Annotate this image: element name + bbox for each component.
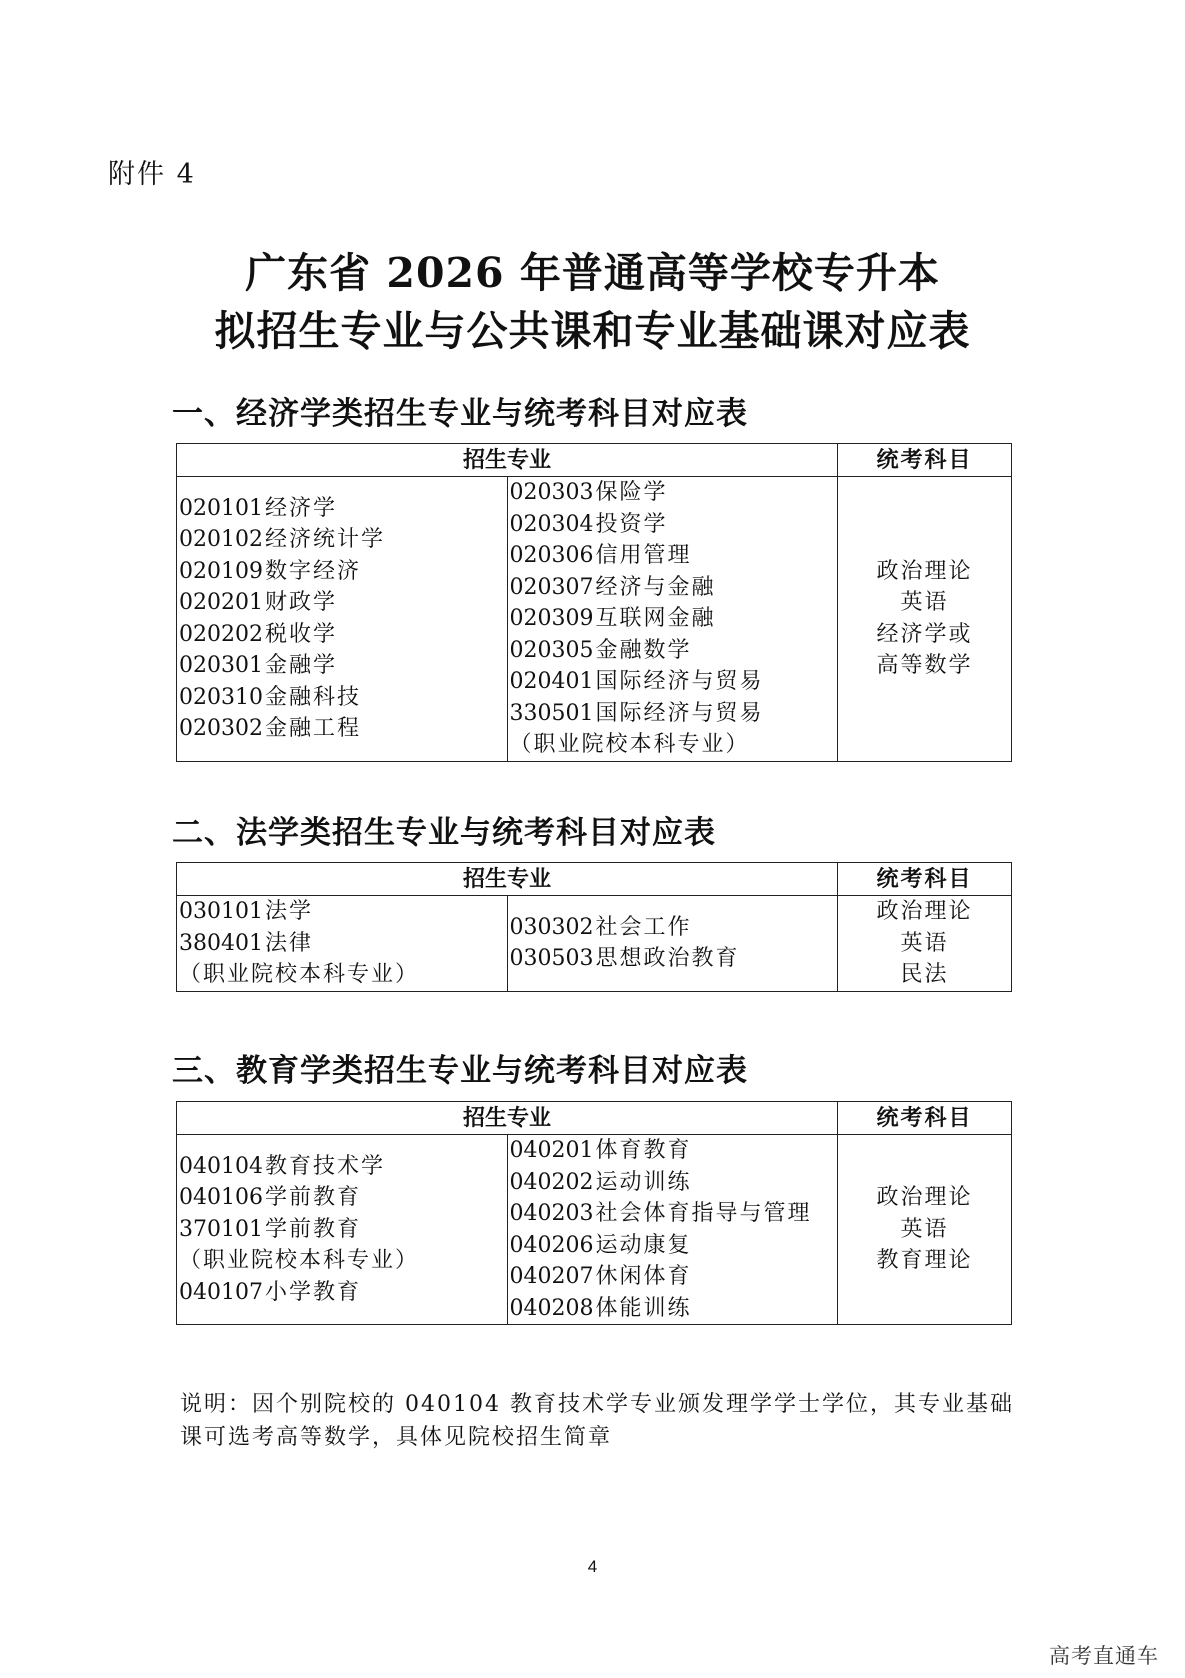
page-title-line-1: 广东省 2026 年普通高等学校专升本 <box>245 249 940 297</box>
major-item <box>177 1214 507 1246</box>
major-name: 财政学 <box>265 590 338 616</box>
major-code: 380401 <box>179 930 263 956</box>
major-code: 040106 <box>179 1185 263 1211</box>
major-code: 040208 <box>509 1295 594 1321</box>
major-name: 国际经济与贸易 <box>595 669 764 694</box>
major-code: 020302 <box>179 716 263 742</box>
major-item <box>508 540 838 572</box>
major-item <box>508 729 838 761</box>
major-item <box>177 556 507 588</box>
table-education <box>176 1101 1012 1325</box>
major-item <box>508 666 838 698</box>
major-item <box>177 896 507 928</box>
major-item <box>177 959 507 991</box>
major-item <box>508 698 838 730</box>
majors-right-cell <box>507 477 838 762</box>
majors-right-cell <box>507 896 838 992</box>
subject-item: 政治理论 <box>876 1185 973 1211</box>
major-code: 040201 <box>509 1138 594 1163</box>
header-majors: 招生专业 <box>177 444 838 477</box>
subject-item: 英语 <box>900 590 949 616</box>
major-name: 法律 <box>265 930 314 956</box>
subject-item: 高等数学 <box>876 653 973 679</box>
major-name: 数字经济 <box>265 558 362 584</box>
major-item <box>177 1245 507 1277</box>
major-name: 金融工程 <box>265 716 362 742</box>
subject-item: 英语 <box>900 930 949 956</box>
major-item <box>177 1182 507 1214</box>
major-item <box>177 650 507 682</box>
major-item <box>177 493 507 525</box>
attachment-label: 附件 4 <box>108 159 196 190</box>
major-code: 020305 <box>509 637 594 663</box>
major-code: 020306 <box>509 543 594 568</box>
subject-item: 民法 <box>900 962 949 987</box>
subject-item: 政治理论 <box>876 899 973 924</box>
major-name: 学前教育 <box>265 1185 362 1211</box>
header-subjects: 统考科目 <box>838 444 1012 477</box>
major-item <box>177 1151 507 1183</box>
major-name: 投资学 <box>595 511 668 537</box>
major-item <box>177 928 507 960</box>
major-code: 020303 <box>509 480 594 505</box>
major-name: 社会工作 <box>595 914 692 940</box>
subjects-cell <box>838 896 1012 992</box>
section-heading-economics: 一、经济学类招生专业与统考科目对应表 <box>172 396 748 432</box>
major-name: 经济统计学 <box>265 527 386 553</box>
major-code: 030503 <box>509 946 594 972</box>
major-code: 040207 <box>509 1264 594 1289</box>
major-code: 020101 <box>179 495 263 521</box>
major-item <box>508 477 838 509</box>
subject-item: 教育理论 <box>876 1248 973 1274</box>
major-code: 020109 <box>179 558 263 584</box>
major-code: 020202 <box>179 621 263 647</box>
major-name: 保险学 <box>595 480 668 505</box>
major-name: 休闲体育 <box>595 1264 692 1289</box>
major-name: （职业院校本科专业） <box>179 1248 420 1274</box>
table-law <box>176 862 1012 992</box>
major-item <box>508 1230 838 1262</box>
major-item <box>508 912 838 944</box>
major-name: 信用管理 <box>595 543 692 568</box>
subjects-cell <box>838 477 1012 762</box>
major-name: 社会体育指导与管理 <box>595 1201 812 1226</box>
major-name: 金融数学 <box>595 637 692 663</box>
subjects-cell <box>838 1135 1012 1325</box>
subject-item: 政治理论 <box>876 558 973 584</box>
major-code: 020201 <box>179 590 263 616</box>
major-code: 330501 <box>509 700 594 726</box>
major-item <box>177 1277 507 1309</box>
page-title <box>0 244 1185 360</box>
major-item <box>177 713 507 745</box>
major-item <box>508 943 838 975</box>
major-code: 030101 <box>179 899 263 924</box>
major-name: 体育教育 <box>595 1138 692 1163</box>
major-item <box>508 509 838 541</box>
major-item <box>177 524 507 556</box>
major-code: 030302 <box>509 914 594 940</box>
header-subjects: 统考科目 <box>838 863 1012 896</box>
page-number: 4 <box>587 1557 598 1576</box>
major-code: 020307 <box>509 574 594 600</box>
major-name: 法学 <box>265 899 314 924</box>
major-item <box>508 572 838 604</box>
major-name: 税收学 <box>265 621 338 647</box>
major-name: 运动康复 <box>595 1232 692 1258</box>
section-heading-law: 二、法学类招生专业与统考科目对应表 <box>172 815 716 851</box>
note-paragraph: 说明：因个别院校的 040104 教育技术学专业颁发理学学士学位，其专业基础课可选考高等数学，具体见院校招生简章 <box>180 1392 1014 1450</box>
subject-item: 经济学或 <box>876 621 973 647</box>
header-majors: 招生专业 <box>177 1102 838 1135</box>
major-name: 学前教育 <box>265 1216 362 1242</box>
major-code: 040104 <box>179 1153 263 1179</box>
major-name: 经济与金融 <box>595 574 716 600</box>
major-item <box>177 682 507 714</box>
major-code: 040203 <box>509 1201 594 1226</box>
header-majors: 招生专业 <box>177 863 838 896</box>
major-code: 020310 <box>179 684 263 710</box>
major-name: （职业院校本科专业） <box>509 732 750 757</box>
page-title-line-2: 拟招生专业与公共课和专业基础课对应表 <box>214 307 971 355</box>
major-item <box>508 1293 838 1325</box>
major-code: 370101 <box>179 1216 263 1242</box>
major-name: 互联网金融 <box>595 606 716 631</box>
major-item <box>508 635 838 667</box>
major-item <box>508 1261 838 1293</box>
major-name: 体能训练 <box>595 1295 692 1321</box>
section-heading-education: 三、教育学类招生专业与统考科目对应表 <box>172 1053 748 1089</box>
major-item <box>508 1135 838 1167</box>
major-code: 020401 <box>509 669 594 694</box>
major-code: 040107 <box>179 1279 263 1305</box>
major-code: 040202 <box>509 1169 594 1195</box>
major-item <box>508 1167 838 1199</box>
major-item <box>508 1198 838 1230</box>
major-code: 020309 <box>509 606 594 631</box>
watermark: 高考直通车 <box>1049 1644 1159 1668</box>
table-economics <box>176 443 1012 762</box>
header-subjects: 统考科目 <box>838 1102 1012 1135</box>
major-item <box>508 603 838 635</box>
major-code: 040206 <box>509 1232 594 1258</box>
majors-left-cell <box>177 1135 508 1325</box>
major-name: 运动训练 <box>595 1169 692 1195</box>
major-code: 020304 <box>509 511 594 537</box>
major-item <box>177 587 507 619</box>
major-name: 经济学 <box>265 495 338 521</box>
major-name: 金融科技 <box>265 684 362 710</box>
major-code: 020301 <box>179 653 263 679</box>
major-name: （职业院校本科专业） <box>179 962 420 987</box>
major-name: 教育技术学 <box>265 1153 386 1179</box>
major-name: 小学教育 <box>265 1279 362 1305</box>
majors-left-cell <box>177 896 508 992</box>
majors-right-cell <box>507 1135 838 1325</box>
major-code: 020102 <box>179 527 263 553</box>
majors-left-cell <box>177 477 508 762</box>
major-name: 国际经济与贸易 <box>595 700 764 726</box>
major-name: 思想政治教育 <box>595 946 740 972</box>
major-name: 金融学 <box>265 653 338 679</box>
subject-item: 英语 <box>900 1216 949 1242</box>
major-item <box>177 619 507 651</box>
